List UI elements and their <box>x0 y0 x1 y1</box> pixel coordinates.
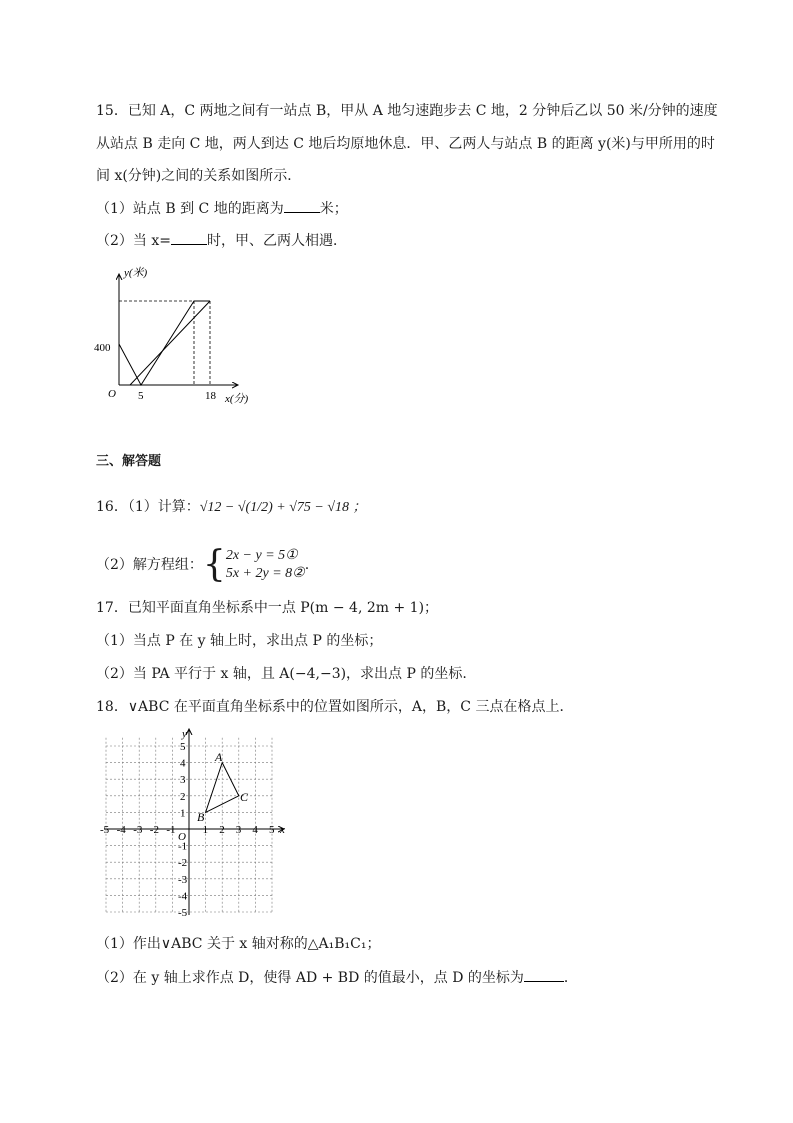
q16-part1-expr: √12 − √(1/2) + √75 − √18 ； <box>199 500 367 515</box>
q15-line2: 从站点 B 走向 C 地，两人到达 C 地后均原地休息．甲、乙两人与站点 B 的距离 y(米)与甲所用的时 <box>96 136 715 152</box>
equation-2: 5x + 2y = 8② <box>225 566 305 581</box>
x-axis-label: x <box>280 824 285 836</box>
x-tick-label: 1 <box>202 824 209 836</box>
q18-sub1: （1）作出∨ABC 关于 x 轴对称的△A₁B₁C₁； <box>96 936 381 952</box>
q16-part2 <box>96 545 309 585</box>
yi-line <box>130 301 210 385</box>
q16-part2-label: （2）解方程组： <box>96 557 203 573</box>
q15-sub1 <box>96 199 348 219</box>
x-tick-label: -2 <box>149 824 159 836</box>
jia-line <box>119 301 210 385</box>
q15-line3: 间 x(分钟)之间的关系如图所示． <box>96 168 302 184</box>
origin-label: O <box>108 388 116 400</box>
y-tick-label: -2 <box>178 857 188 870</box>
x-tick-label: -1 <box>166 824 176 836</box>
q18-sub2-text: （2）在 y 轴上求作点 D，使得 AD + BD 的值最小，点 D 的坐标为 <box>96 970 524 986</box>
y-tick-label: 2 <box>180 790 186 803</box>
y-axis-label: y(米) <box>124 267 148 279</box>
q15-sub2-rest: 时，甲、乙两人相遇． <box>206 233 347 249</box>
equation-1: 2x − y = 5① <box>225 548 298 563</box>
q16-part1-label: 16．（1）计算： <box>96 499 200 515</box>
x-tick-label: 4 <box>252 824 258 836</box>
answer-blank <box>524 969 564 982</box>
origin-label: O <box>178 831 186 843</box>
y-tick-400: 400 <box>94 342 111 354</box>
answer-blank <box>171 232 207 245</box>
section-heading: 三、解答题 <box>96 454 162 469</box>
point-a-label: A <box>215 750 223 764</box>
q15-sub2 <box>96 231 347 251</box>
x-tick-label: 2 <box>219 824 225 836</box>
q17-line3: （2）当 PA 平行于 x 轴，且 A(−4,−3)，求出点 P 的坐标. <box>96 666 467 682</box>
x-tick-label: 3 <box>235 824 242 836</box>
x-tick-label: -5 <box>100 824 110 836</box>
y-tick-label: -3 <box>178 873 188 886</box>
x-tick-18: 18 <box>205 390 216 402</box>
q16-part1 <box>96 497 367 518</box>
point-b-label: B <box>197 810 205 824</box>
answer-blank <box>284 200 320 213</box>
x-tick-label: 5 <box>269 824 275 836</box>
y-tick-label: 5 <box>180 741 186 753</box>
y-tick-label: -1 <box>178 840 188 853</box>
x-tick-label: -4 <box>116 824 126 836</box>
brace-symbol: { <box>202 544 226 585</box>
q15-line1: 15．已知 A，C 两地之间有一站点 B，甲从 A 地匀速跑步去 C 地，2 分钟后乙以 50 米/分钟的速度 <box>96 103 718 119</box>
q16-end: . <box>304 557 310 573</box>
q17-line2: （1）当点 P 在 y 轴上时，求出点 P 的坐标； <box>96 633 383 649</box>
q18-coordinate-grid <box>92 725 292 920</box>
y-axis-label: y <box>182 728 187 740</box>
x-axis-label: x(分) <box>225 393 249 405</box>
q18-sub2 <box>96 968 578 988</box>
y-tick-label: 3 <box>180 774 186 787</box>
y-tick-label: -4 <box>178 890 188 903</box>
q17-line1: 17．已知平面直角坐标系中一点 P(m − 4, 2m + 1)； <box>96 600 439 616</box>
q15-sub1-text: （1）站点 B 到 C 地的距离为 <box>96 201 284 217</box>
point-c-label: C <box>240 790 249 804</box>
x-tick-5: 5 <box>138 390 144 402</box>
q18-sub2-end: ． <box>563 970 578 986</box>
y-tick-label: -5 <box>178 907 188 919</box>
x-tick-label: -3 <box>133 824 143 836</box>
y-tick-label: 1 <box>180 807 186 820</box>
equation-system <box>226 547 305 583</box>
q15-sub1-unit: 米； <box>319 201 348 217</box>
y-tick-label: 4 <box>180 757 186 770</box>
q15-sub2-text: （2）当 x= <box>96 233 171 249</box>
q18-line1: 18．∨ABC 在平面直角坐标系中的位置如图所示，A，B，C 三点在格点上． <box>96 699 574 715</box>
q15-distance-graph <box>88 262 268 412</box>
